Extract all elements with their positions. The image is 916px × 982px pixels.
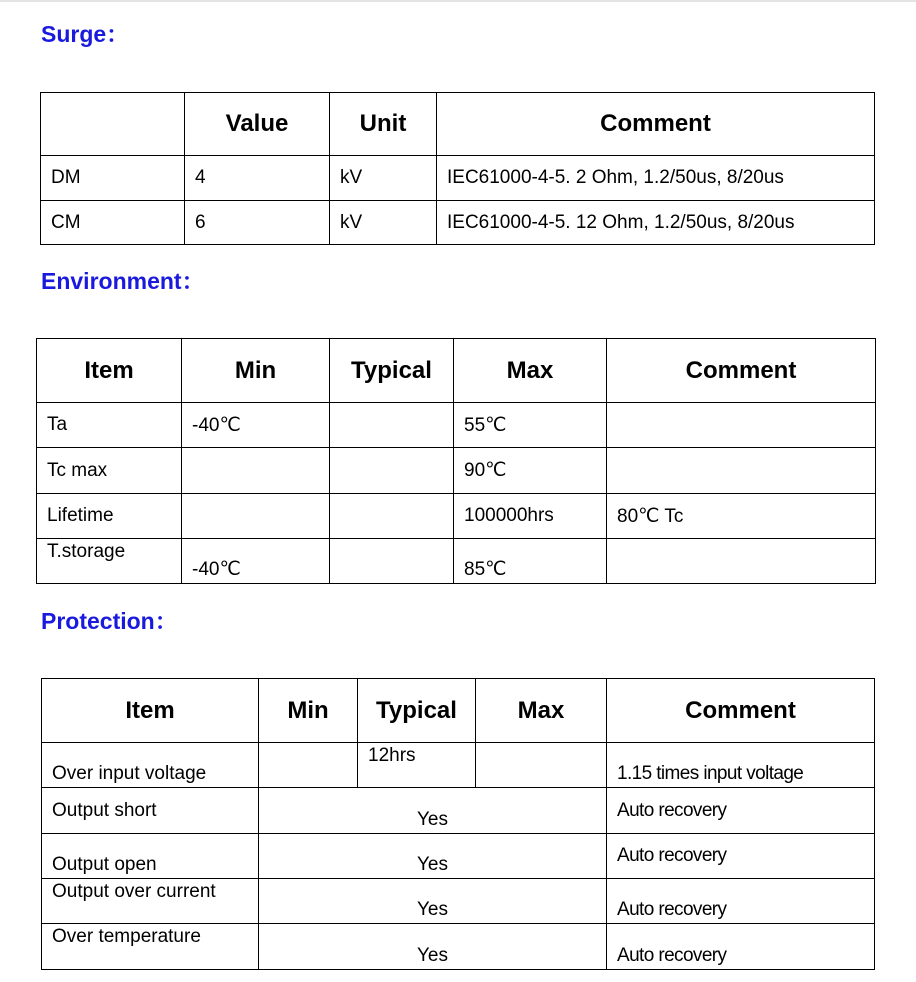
surge-cell-unit: kV: [330, 156, 437, 201]
environment-header-row: [37, 339, 876, 403]
environment-cell-typical: [330, 403, 454, 448]
environment-cell-max: 85℃: [454, 539, 607, 584]
table-row: [42, 924, 875, 970]
table-row: [41, 156, 875, 201]
environment-cell-min: [182, 448, 330, 494]
surge-table: [40, 92, 875, 245]
protection-cell-comment: Auto recovery: [607, 879, 875, 924]
environment-cell-item: Lifetime: [37, 494, 182, 539]
protection-cell-item: Output over current: [42, 879, 259, 924]
protection-cell-value: Yes: [259, 834, 607, 879]
environment-cell-max: 100000hrs: [454, 494, 607, 539]
environment-cell-comment: 80℃ Tc: [607, 494, 876, 539]
surge-header-comment: Comment: [437, 93, 875, 156]
environment-cell-comment: [607, 448, 876, 494]
protection-header-row: [42, 679, 875, 743]
surge-cell-item: CM: [41, 201, 185, 245]
table-row: [42, 743, 875, 788]
protection-header-min: Min: [259, 679, 358, 743]
protection-cell-item: Over temperature: [42, 924, 259, 970]
protection-heading: Protection：: [41, 608, 178, 634]
protection-cell-max: [476, 743, 607, 788]
surge-cell-unit: kV: [330, 201, 437, 245]
protection-header-item: Item: [42, 679, 259, 743]
environment-cell-typical: [330, 494, 454, 539]
surge-header-unit: Unit: [330, 93, 437, 156]
surge-cell-value: 4: [185, 156, 330, 201]
environment-cell-max: 55℃: [454, 403, 607, 448]
environment-cell-min: [182, 494, 330, 539]
table-row: [42, 788, 875, 834]
protection-header-max: Max: [476, 679, 607, 743]
surge-header-row: [41, 93, 875, 156]
protection-cell-value: Yes: [259, 924, 607, 970]
protection-cell-item: Over input voltage: [42, 743, 259, 788]
table-row: [42, 879, 875, 924]
protection-table: [41, 678, 875, 970]
surge-cell-comment: IEC61000-4-5. 2 Ohm, 1.2/50us, 8/20us: [437, 156, 875, 201]
table-row: [37, 539, 876, 584]
protection-cell-typical: 12hrs: [358, 743, 476, 788]
surge-header-blank: [41, 93, 185, 156]
environment-cell-comment: [607, 403, 876, 448]
protection-cell-value: Yes: [259, 879, 607, 924]
environment-header-min: Min: [182, 339, 330, 403]
environment-cell-item: Tc max: [37, 448, 182, 494]
environment-header-max: Max: [454, 339, 607, 403]
protection-cell-min: [259, 743, 358, 788]
environment-heading: Environment：: [41, 268, 205, 294]
environment-cell-typical: [330, 539, 454, 584]
surge-heading: Surge：: [41, 21, 130, 47]
environment-table: [36, 338, 876, 584]
top-border: [0, 0, 916, 2]
environment-cell-comment: [607, 539, 876, 584]
table-row: [37, 448, 876, 494]
protection-cell-comment: Auto recovery: [607, 834, 875, 879]
environment-header-comment: Comment: [607, 339, 876, 403]
protection-header-comment: Comment: [607, 679, 875, 743]
protection-cell-comment: Auto recovery: [607, 788, 875, 834]
environment-cell-min: -40℃: [182, 403, 330, 448]
protection-cell-item: Output short: [42, 788, 259, 834]
surge-cell-comment: IEC61000-4-5. 12 Ohm, 1.2/50us, 8/20us: [437, 201, 875, 245]
table-row: [37, 403, 876, 448]
environment-cell-min: -40℃: [182, 539, 330, 584]
table-row: [37, 494, 876, 539]
environment-cell-max: 90℃: [454, 448, 607, 494]
environment-cell-item: Ta: [37, 403, 182, 448]
environment-cell-typical: [330, 448, 454, 494]
protection-cell-value: Yes: [259, 788, 607, 834]
protection-cell-comment: 1.15 times input voltage: [607, 743, 875, 788]
table-row: [42, 834, 875, 879]
surge-header-value: Value: [185, 93, 330, 156]
surge-cell-item: DM: [41, 156, 185, 201]
table-row: [41, 201, 875, 245]
surge-cell-value: 6: [185, 201, 330, 245]
environment-cell-item: T.storage: [37, 539, 182, 584]
protection-cell-item: Output open: [42, 834, 259, 879]
environment-header-typical: Typical: [330, 339, 454, 403]
protection-header-typical: Typical: [358, 679, 476, 743]
environment-header-item: Item: [37, 339, 182, 403]
protection-cell-comment: Auto recovery: [607, 924, 875, 970]
